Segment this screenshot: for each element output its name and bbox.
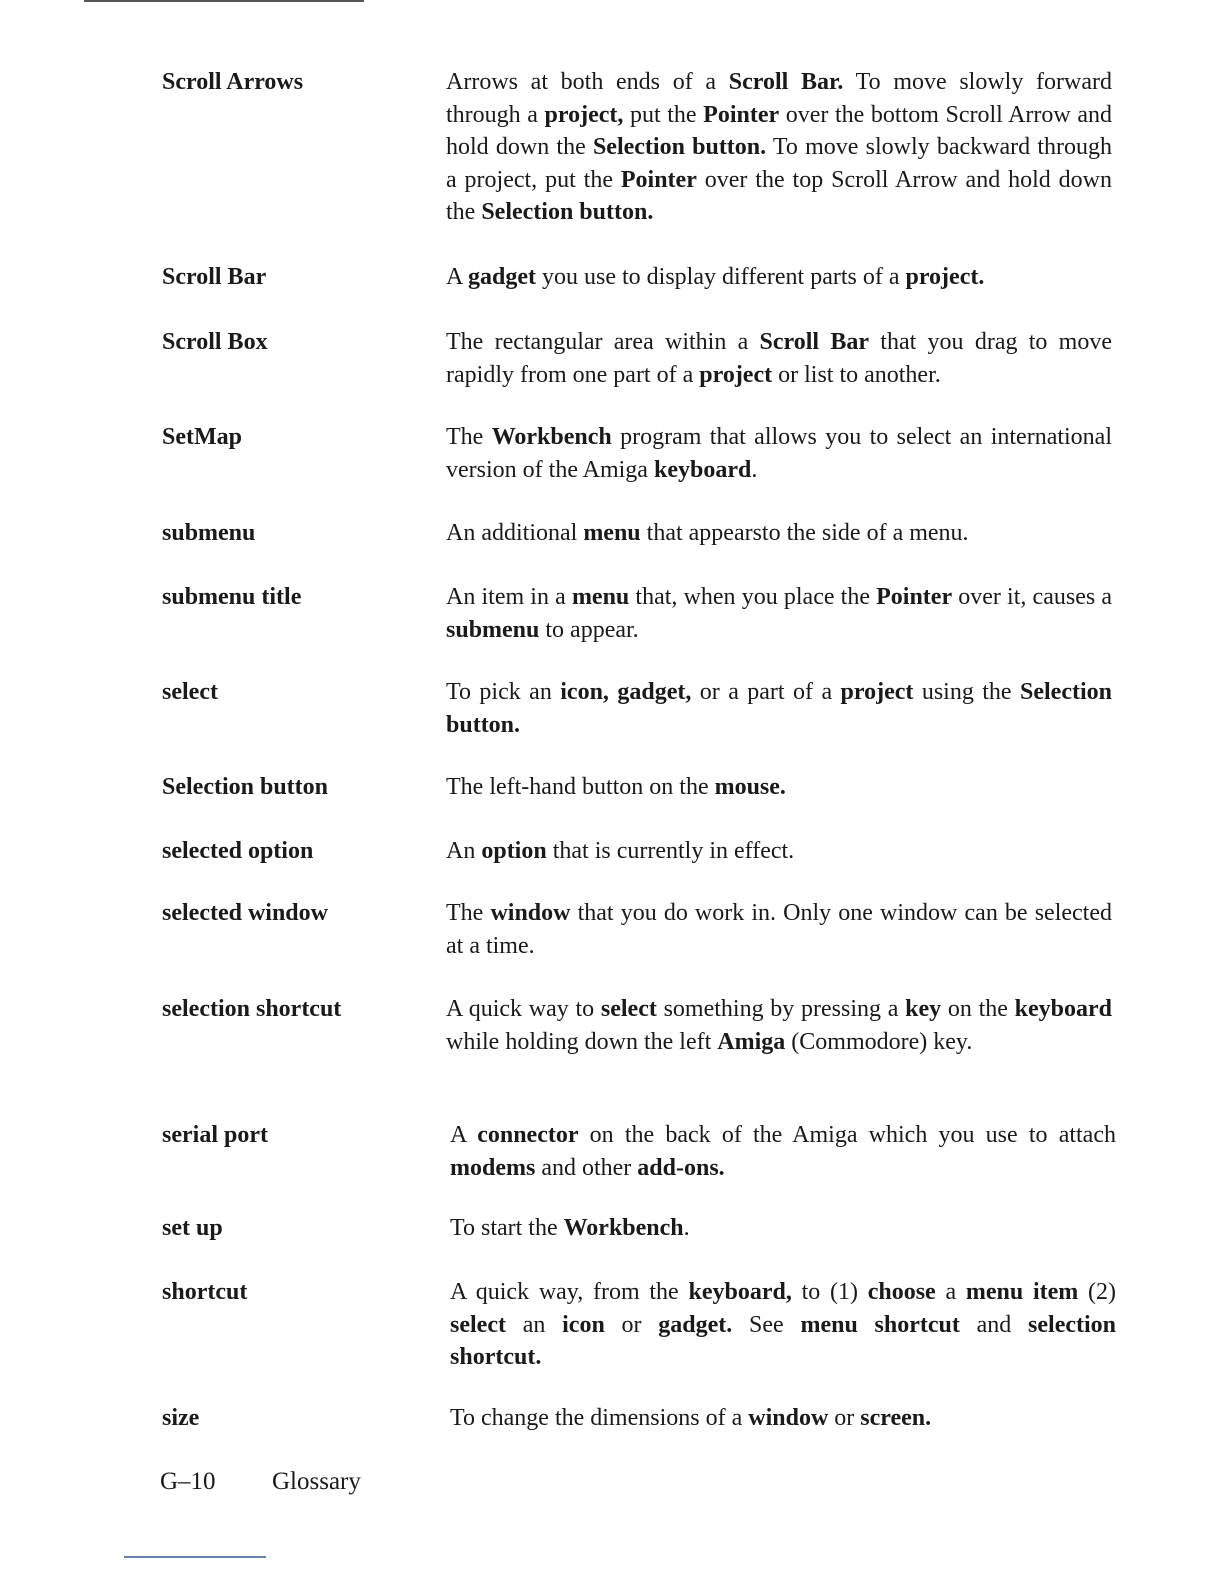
definition-keyword: project [840,679,914,705]
definition-text: that is currently in effect. [546,838,795,864]
glossary-definition [446,581,1112,646]
glossary-term: Scroll Bar [162,264,267,290]
definition-keyword: Selection button. [592,134,767,160]
definition-keyword: modems [450,1154,536,1181]
definition-keyword: gadget. [658,1311,733,1338]
glossary-definition [450,1402,1116,1435]
definition-text: over the bottom Scroll Arrow and hold down the [446,101,1112,160]
glossary-definition [446,66,1112,229]
definition-keyword: choose [867,1279,936,1305]
top-rule [84,0,364,2]
glossary-term: size [162,1405,200,1431]
definition-keyword: screen. [860,1405,932,1431]
definition-text: using the [913,679,1021,705]
definition-keyword: project [699,361,773,388]
definition-text: on the back of the Amiga which you use to attach [578,1122,1116,1148]
glossary-term: set up [162,1215,223,1241]
glossary-term: submenu [162,520,256,546]
definition-text: to (1) [791,1279,868,1305]
definition-text: over the top Scroll Arrow and hold down the [446,166,1112,225]
definition-text: an [505,1311,563,1338]
definition-keyword: add-ons. [637,1154,725,1181]
definition-keyword: menu shortcut [800,1311,960,1338]
definition-text: put the [623,101,704,128]
glossary-term: shortcut [162,1279,248,1305]
definition-keyword: Pointer [620,166,697,193]
glossary-definition [446,993,1112,1058]
definition-keyword: Scroll Bar. [728,69,844,95]
definition-text: See [732,1311,801,1338]
definition-keyword: selection shortcut. [450,1311,1117,1370]
definition-keyword: select [600,996,657,1022]
definition-keyword: connector [477,1122,579,1148]
definition-text: To start the [450,1215,564,1241]
definition-text: something by pressing a [656,996,906,1022]
definition-text: . [751,456,758,483]
definition-text: that you do work in. Only one window can be selected at a time. [446,900,1112,959]
definition-keyword: Pointer [876,584,953,610]
definition-text: that appearsto the side of a menu. [640,520,969,546]
definition-text: and [959,1311,1029,1338]
definition-text: or [828,1405,861,1431]
definition-keyword: keyboard [653,456,752,483]
definition-keyword: Scroll Bar [759,329,870,355]
definition-keyword: gadget [468,264,537,290]
definition-keyword: keyboard [1014,996,1112,1022]
definition-keyword: menu [583,520,641,546]
glossary-definition [446,261,1112,294]
definition-text: To change the dimensions of a [450,1405,749,1431]
glossary-definition [446,421,1112,486]
glossary-term: Selection button [162,774,329,800]
definition-keyword: window [490,900,571,926]
glossary-definition [446,771,1112,804]
definition-text: An [446,838,482,864]
definition-keyword: menu item [965,1279,1079,1305]
glossary-definition [450,1119,1116,1184]
glossary-definition [450,1212,1116,1245]
definition-text: To move slowly backward through a project, put the [446,134,1112,193]
definition-keyword: window [748,1405,829,1431]
glossary-definition [446,326,1112,391]
glossary-term: submenu title [162,584,302,610]
definition-keyword: Amiga [717,1028,786,1055]
definition-keyword: keyboard, [688,1279,792,1305]
definition-text: A [446,264,469,290]
definition-text: The [446,424,492,450]
definition-keyword: mouse. [714,774,786,800]
definition-text: to appear. [539,616,639,643]
definition-keyword: Selection button. [481,199,654,225]
definition-text: or a part of a [691,679,841,705]
section-title: Glossary [272,1468,361,1495]
definition-text: To pick an [446,679,561,705]
definition-text: Arrows at both ends of a [446,69,729,95]
page-footer [160,1466,361,1498]
definition-text: The left-hand button on the [446,774,715,800]
definition-text: A quick way to [446,996,601,1022]
definition-keyword: menu [571,584,630,610]
definition-text: a [935,1279,966,1305]
glossary-definition [446,676,1112,741]
definition-keyword: Workbench [563,1215,684,1241]
definition-keyword: icon [562,1311,605,1338]
definition-text: . [683,1215,690,1241]
glossary-definition [446,517,1112,550]
definition-text: An item in a [446,584,572,610]
definition-keyword: Workbench [491,424,612,450]
glossary-term: Scroll Box [162,329,268,355]
definition-keyword: project. [905,264,985,290]
definition-keyword: project, [544,101,624,128]
glossary-term: select [162,679,218,705]
glossary-term: selection shortcut [162,996,342,1022]
definition-text: To move slowly forward through a [446,69,1112,128]
definition-text: or [604,1311,659,1338]
definition-text: and other [535,1154,638,1181]
definition-text: (2) [1078,1279,1116,1305]
glossary-definition [446,835,1112,868]
definition-keyword: Selection button. [446,679,1112,738]
definition-text: The rectangular area within a [446,329,760,355]
glossary-term: SetMap [162,424,242,450]
glossary-term: selected window [162,900,328,926]
definition-keyword: select [450,1311,506,1338]
page-number: G–10 [160,1468,216,1495]
glossary-term: Scroll Arrows [162,69,304,95]
definition-keyword: Pointer [703,101,780,128]
glossary-definition [450,1276,1116,1374]
definition-text: or list to another. [772,361,941,388]
definition-keyword: icon, gadget, [560,679,692,705]
definition-text: that you drag to move rapidly from one part of a [446,329,1113,388]
definition-keyword: submenu [446,616,540,643]
definition-text: A quick way, from the [450,1279,689,1305]
definition-text: (Commodore) key. [785,1028,973,1055]
definition-text: over it, causes a [952,584,1112,610]
definition-text: An additional [446,520,584,546]
definition-text: program that allows you to select an international version of the Amiga [446,424,1112,483]
glossary-term: selected option [162,838,314,864]
glossary-term: serial port [162,1122,268,1148]
definition-keyword: option [481,838,547,864]
definition-keyword: key [905,996,942,1022]
definition-text: A [450,1122,478,1148]
bottom-rule [124,1556,266,1558]
definition-text: on the [941,996,1015,1022]
glossary-definition [446,897,1112,962]
definition-text: you use to display different parts of a [536,264,906,290]
definition-text: The [446,900,491,926]
definition-text: while holding down the left [446,1028,718,1055]
definition-text: that, when you place the [629,584,877,610]
